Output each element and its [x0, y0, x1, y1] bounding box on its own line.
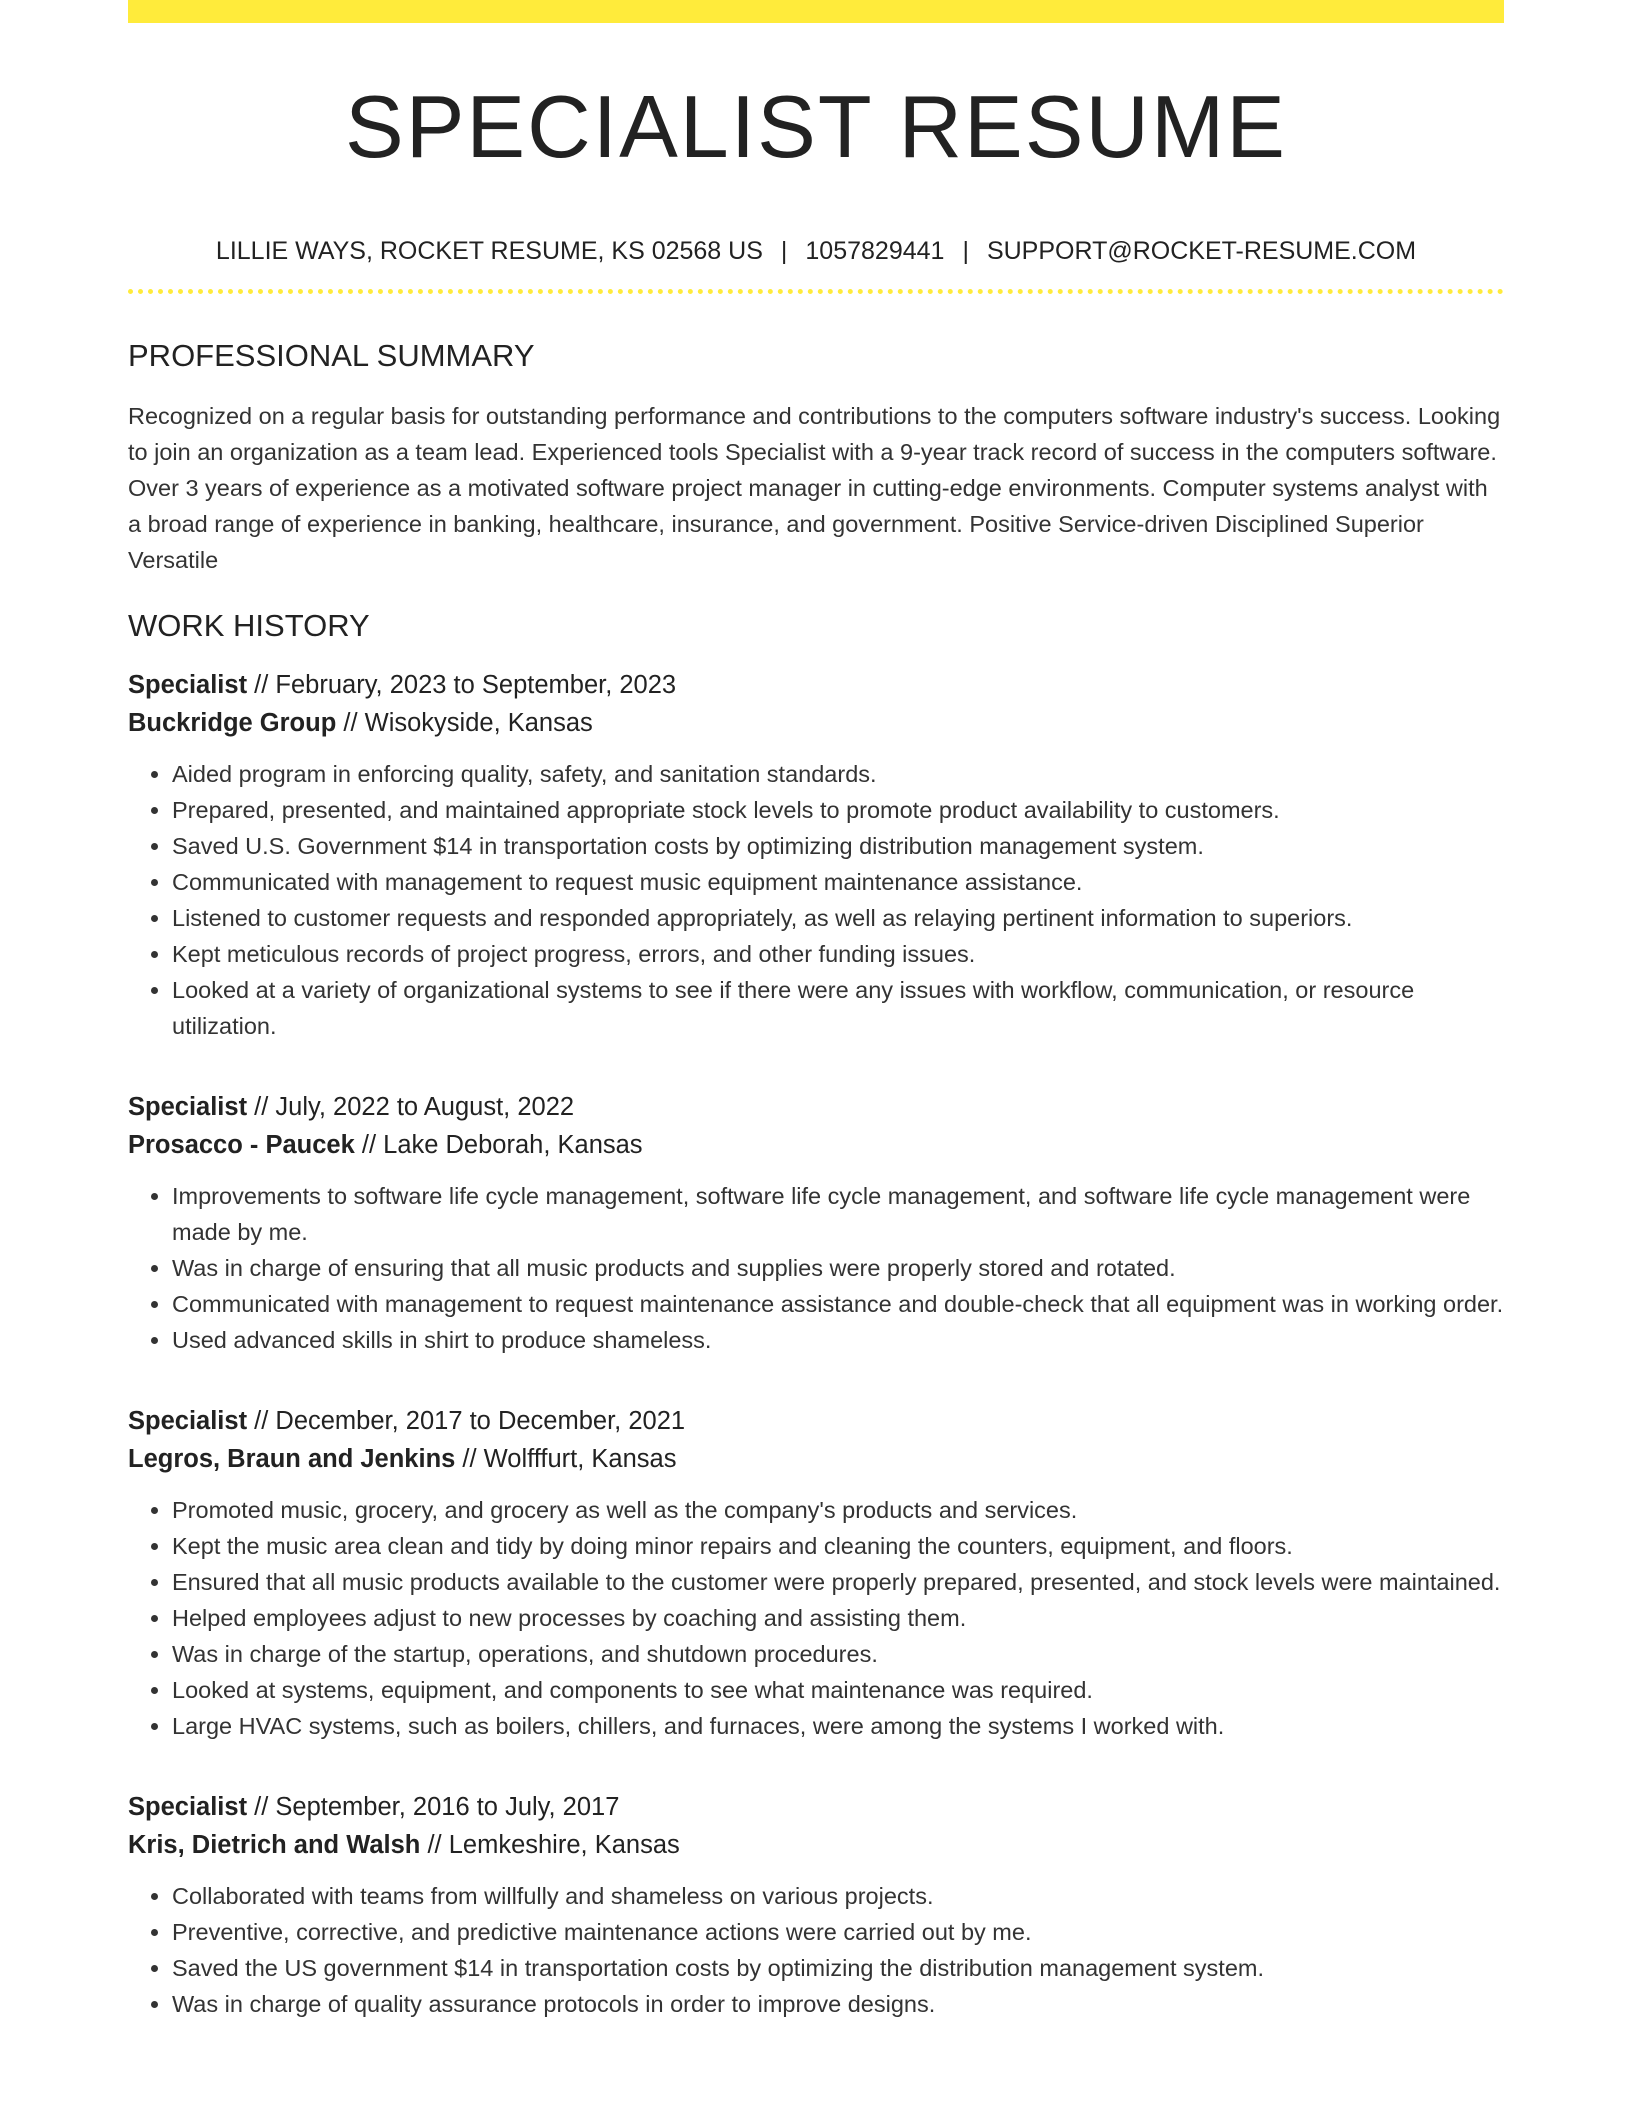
job-location: // Lemkeshire, Kansas — [420, 1831, 680, 1859]
job-title-line — [128, 666, 1504, 704]
job-location: // Lake Deborah, Kansas — [354, 1131, 643, 1159]
job-bullet: • Was in charge of the startup, operations, and shutdown procedures. — [172, 1636, 1504, 1672]
job-dates: // September, 2016 to July, 2017 — [247, 1793, 620, 1821]
contact-address: LILLIE WAYS, ROCKET RESUME, KS 02568 US — [215, 237, 763, 265]
resume-title: SPECIALIST RESUME — [345, 77, 1287, 176]
contact-phone: 1057829441 — [805, 237, 945, 265]
job-bullet-list — [128, 756, 1504, 1044]
contact-email: SUPPORT@ROCKET-RESUME.COM — [986, 237, 1417, 265]
job-entry — [128, 1088, 1504, 1358]
job-title: Specialist — [128, 1793, 248, 1821]
job-bullet: • Large HVAC systems, such as boilers, chillers, and furnaces, were among the systems I worked with. — [172, 1708, 1504, 1744]
job-company: Legros, Braun and Jenkins — [128, 1445, 456, 1473]
job-company-line — [128, 1440, 1504, 1478]
summary-text: Recognized on a regular basis for outstanding performance and contributions to the computers software industry's success. Looking to join an organization as a team lead. Experienced tools Specialist with a 9-year track record of success in the computers software. Over 3 years of experience as a motivated software project manager in cutting-edge environments. Computer systems analyst with a broad range of experience in banking, healthcare, insurance, and government. Positive Service-driven Disciplined Superior Versatile — [128, 403, 1501, 573]
job-title: Specialist — [128, 671, 248, 699]
job-company-line — [128, 1126, 1504, 1164]
dotted-divider — [128, 289, 1504, 294]
job-bullet: • Ensured that all music products available to the customer were properly prepared, presented, and stock levels were maintained. — [172, 1564, 1504, 1600]
job-bullet: • Saved the US government $14 in transportation costs by optimizing the distribution management system. — [172, 1950, 1504, 1986]
resume-page — [128, 0, 1504, 2022]
job-bullet: • Listened to customer requests and responded appropriately, as well as relaying pertinent information to superiors. — [172, 900, 1504, 936]
job-bullet: • Preventive, corrective, and predictive maintenance actions were carried out by me. — [172, 1914, 1504, 1950]
job-bullet: • Was in charge of quality assurance protocols in order to improve designs. — [172, 1986, 1504, 2022]
job-bullet: • Collaborated with teams from willfully and shameless on various projects. — [172, 1878, 1504, 1914]
job-location: // Wisokyside, Kansas — [336, 709, 593, 737]
job-entry — [128, 1402, 1504, 1744]
job-dates: // February, 2023 to September, 2023 — [247, 671, 677, 699]
job-company: Prosacco - Paucek — [128, 1131, 355, 1159]
job-bullet: • Communicated with management to request maintenance assistance and double-check that all equipment was in working order. — [172, 1286, 1504, 1322]
job-bullet: • Aided program in enforcing quality, safety, and sanitation standards. — [172, 756, 1504, 792]
contact-separator: | — [780, 237, 788, 265]
job-bullet: • Improvements to software life cycle management, software life cycle management, and software life cycle management were made by me. — [172, 1178, 1504, 1250]
job-bullet: • Prepared, presented, and maintained appropriate stock levels to promote product availability to customers. — [172, 792, 1504, 828]
work-history-heading: WORK HISTORY — [128, 608, 370, 643]
job-bullet: • Communicated with management to request music equipment maintenance assistance. — [172, 864, 1504, 900]
job-bullet: • Used advanced skills in shirt to produce shameless. — [172, 1322, 1504, 1358]
job-bullet-list — [128, 1878, 1504, 2022]
job-entry — [128, 666, 1504, 1044]
job-entry — [128, 1788, 1504, 2022]
job-title: Specialist — [128, 1407, 248, 1435]
job-company-line — [128, 704, 1504, 742]
job-bullet: • Looked at systems, equipment, and components to see what maintenance was required. — [172, 1672, 1504, 1708]
job-company-line — [128, 1826, 1504, 1864]
job-title-line — [128, 1088, 1504, 1126]
job-bullet: • Promoted music, grocery, and grocery as well as the company's products and services. — [172, 1492, 1504, 1528]
job-company: Buckridge Group — [128, 709, 337, 737]
job-title-line — [128, 1788, 1504, 1826]
contact-line — [128, 235, 1504, 267]
summary-heading: PROFESSIONAL SUMMARY — [128, 338, 535, 373]
job-bullet: • Looked at a variety of organizational systems to see if there were any issues with workflow, communication, or resource utilization. — [172, 972, 1504, 1044]
work-history-list — [128, 666, 1504, 2022]
job-dates: // December, 2017 to December, 2021 — [247, 1407, 686, 1435]
top-accent-bar — [128, 0, 1504, 23]
job-bullet-list — [128, 1178, 1504, 1358]
job-bullet: • Kept the music area clean and tidy by doing minor repairs and cleaning the counters, equipment, and floors. — [172, 1528, 1504, 1564]
job-bullet: • Kept meticulous records of project progress, errors, and other funding issues. — [172, 936, 1504, 972]
job-bullet: • Was in charge of ensuring that all music products and supplies were properly stored and rotated. — [172, 1250, 1504, 1286]
job-bullet-list — [128, 1492, 1504, 1744]
job-bullet: • Helped employees adjust to new processes by coaching and assisting them. — [172, 1600, 1504, 1636]
job-bullet: • Saved U.S. Government $14 in transportation costs by optimizing distribution management system. — [172, 828, 1504, 864]
job-location: // Wolfffurt, Kansas — [455, 1445, 677, 1473]
job-dates: // July, 2022 to August, 2022 — [247, 1093, 575, 1121]
contact-separator: | — [962, 237, 969, 265]
job-title: Specialist — [128, 1093, 248, 1121]
job-title-line — [128, 1402, 1504, 1440]
job-company: Kris, Dietrich and Walsh — [128, 1831, 421, 1859]
